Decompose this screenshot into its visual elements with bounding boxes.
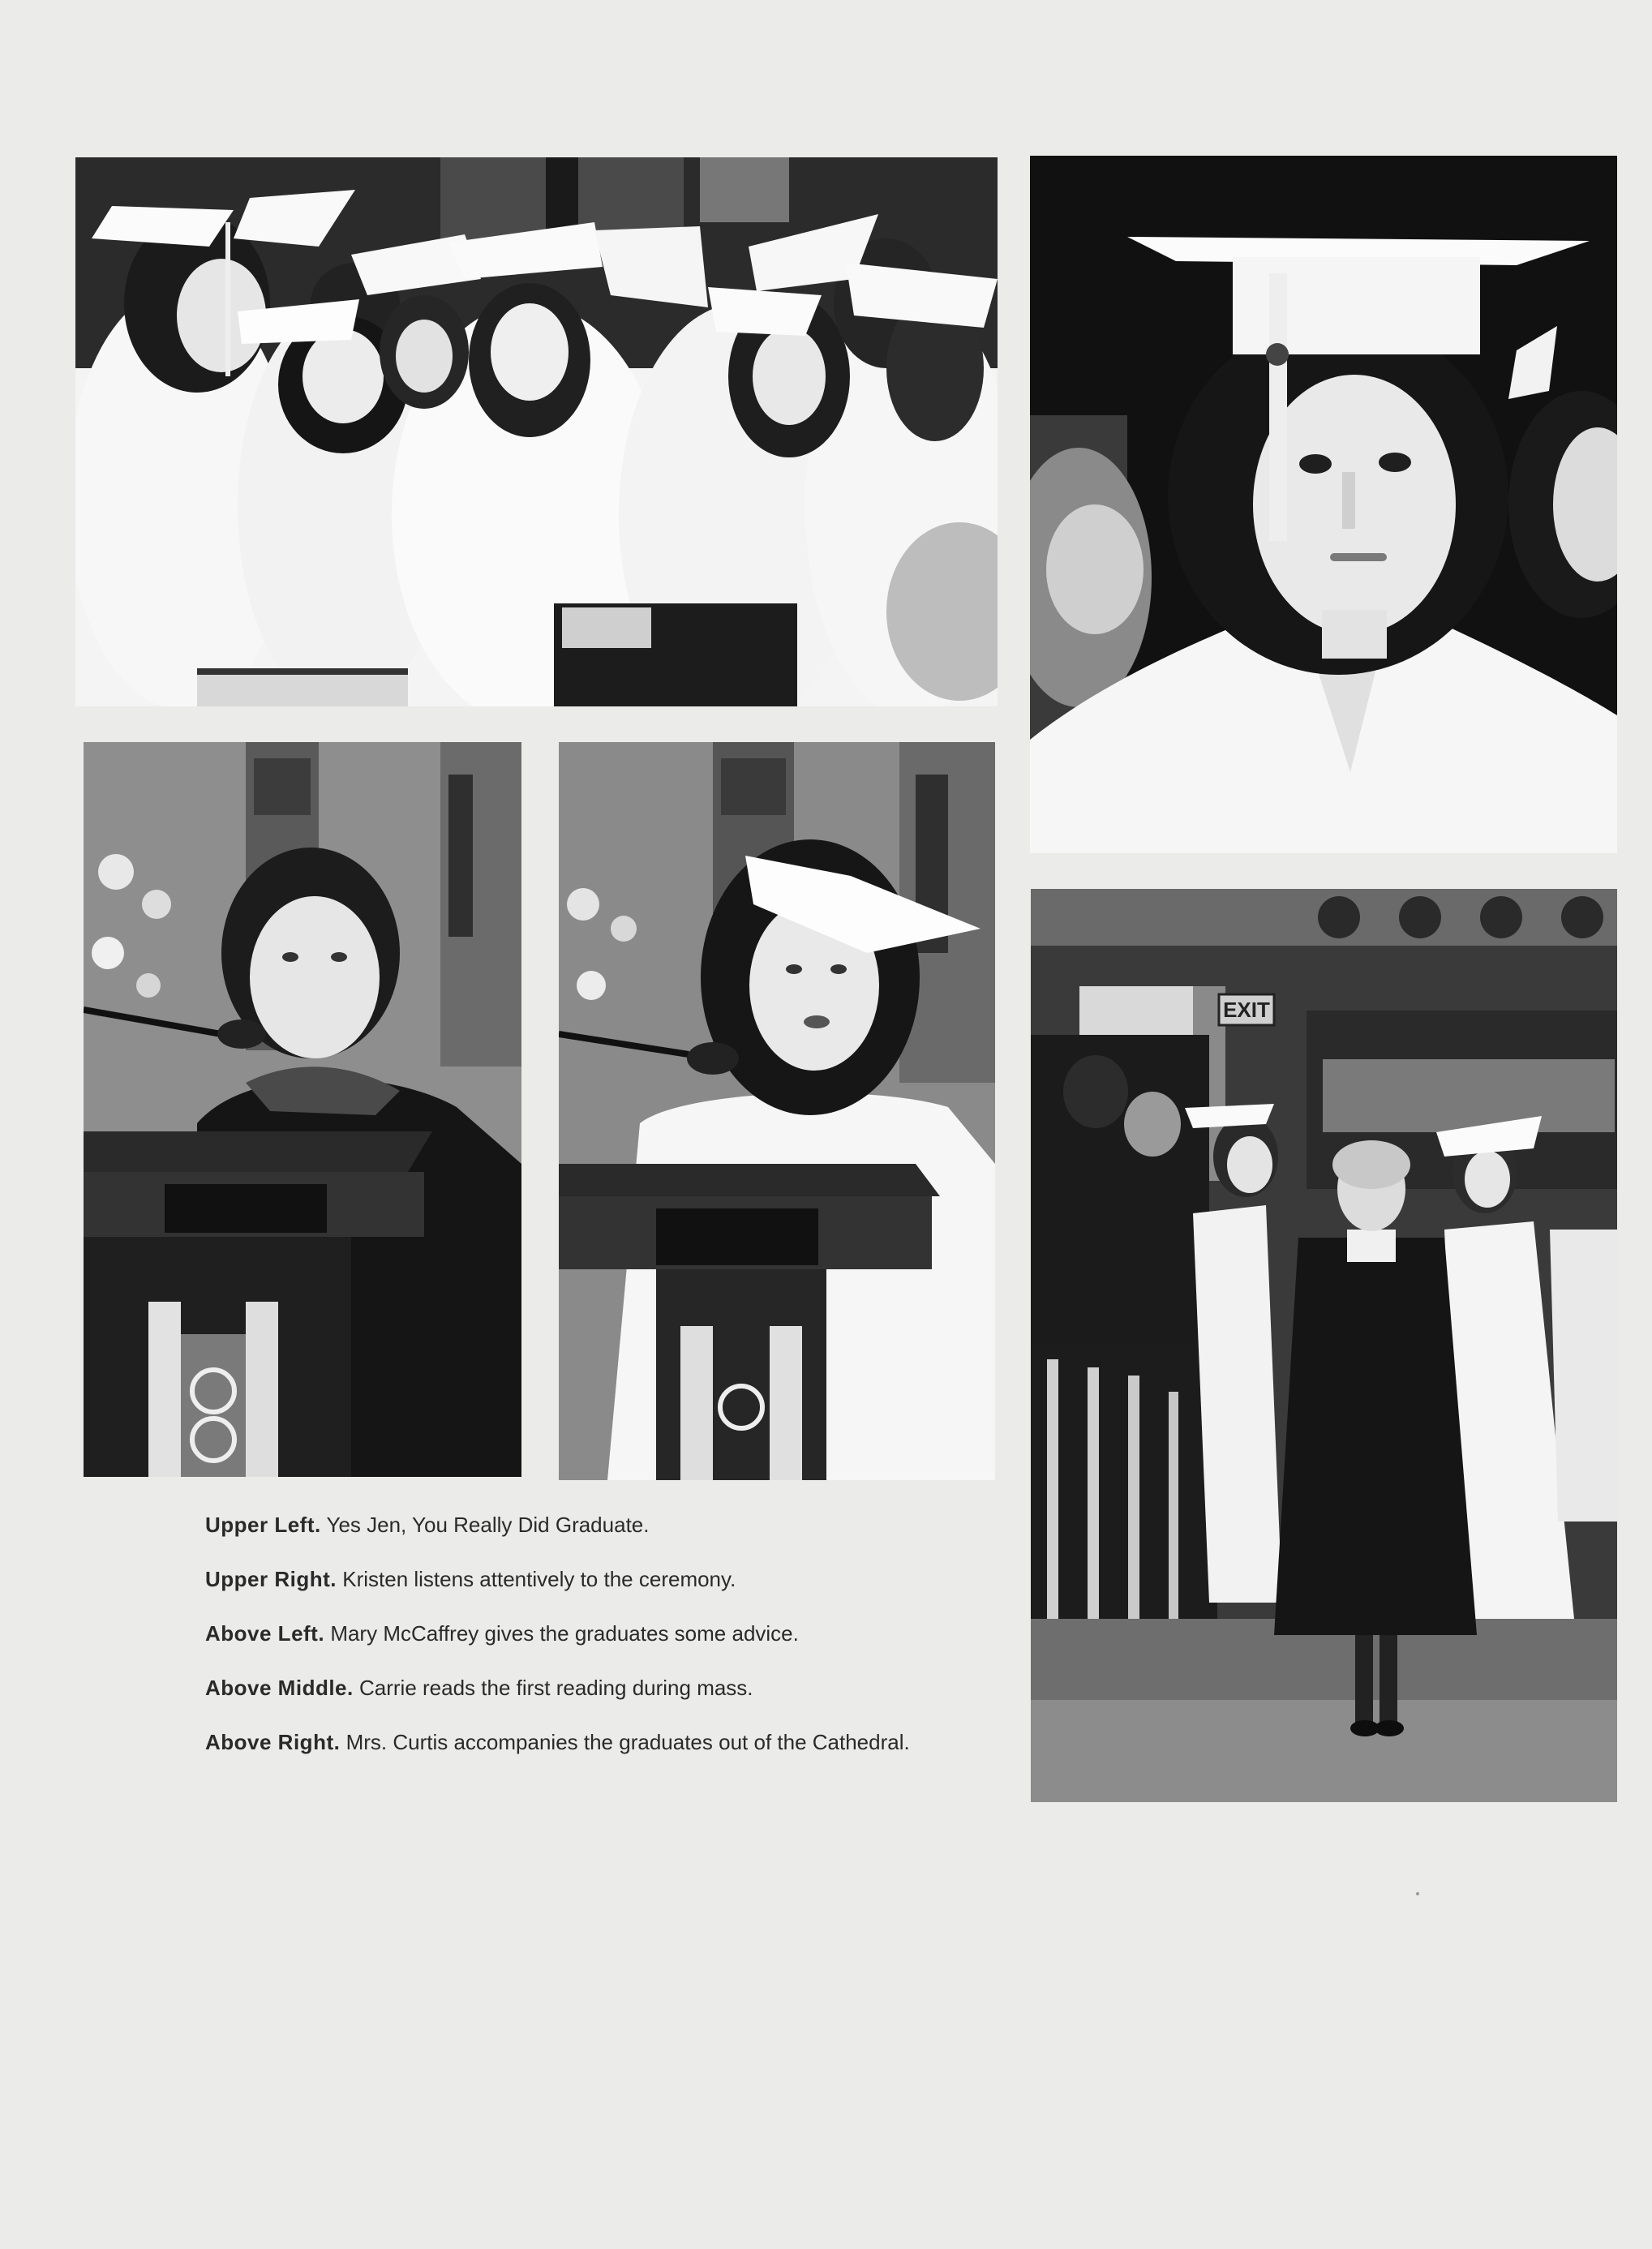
photo-upper-right-kristen: [1030, 156, 1617, 853]
caption-body: Mrs. Curtis accompanies the graduates out of the Cathedral.: [345, 1730, 910, 1754]
photo-upper-left-graduates: [75, 157, 998, 706]
caption-lead: Upper Left.: [205, 1513, 321, 1537]
caption-above-left: [205, 1621, 935, 1646]
caption-lead: Above Right.: [205, 1730, 341, 1754]
photo-upper-right-illustration: [1030, 156, 1617, 853]
caption-body: Carrie reads the first reading during mass.: [358, 1676, 753, 1700]
caption-block: [205, 1513, 935, 1784]
caption-lead: Upper Right.: [205, 1567, 337, 1591]
caption-body: Mary McCaffrey gives the graduates some advice.: [330, 1621, 799, 1646]
photo-above-middle-illustration: [559, 742, 995, 1480]
exit-sign-text: EXIT: [1223, 998, 1270, 1022]
caption-body: Yes Jen, You Really Did Graduate.: [326, 1513, 650, 1537]
caption-body: Kristen listens attentively to the ceremony.: [342, 1567, 736, 1591]
photo-above-right-procession: [1031, 889, 1617, 1802]
caption-lead: Above Left.: [205, 1621, 325, 1646]
caption-upper-left: [205, 1513, 935, 1538]
caption-upper-right: [205, 1567, 935, 1592]
photo-above-left-illustration: [84, 742, 521, 1477]
caption-lead: Above Middle.: [205, 1676, 354, 1700]
page-speck: [1416, 1892, 1419, 1895]
photo-above-left-mary: [84, 742, 521, 1477]
caption-above-right: [205, 1730, 935, 1755]
photo-above-right-illustration: [1031, 889, 1617, 1802]
photo-upper-left-illustration: [75, 157, 998, 706]
photo-above-middle-carrie: [559, 742, 995, 1480]
caption-above-middle: [205, 1676, 935, 1701]
